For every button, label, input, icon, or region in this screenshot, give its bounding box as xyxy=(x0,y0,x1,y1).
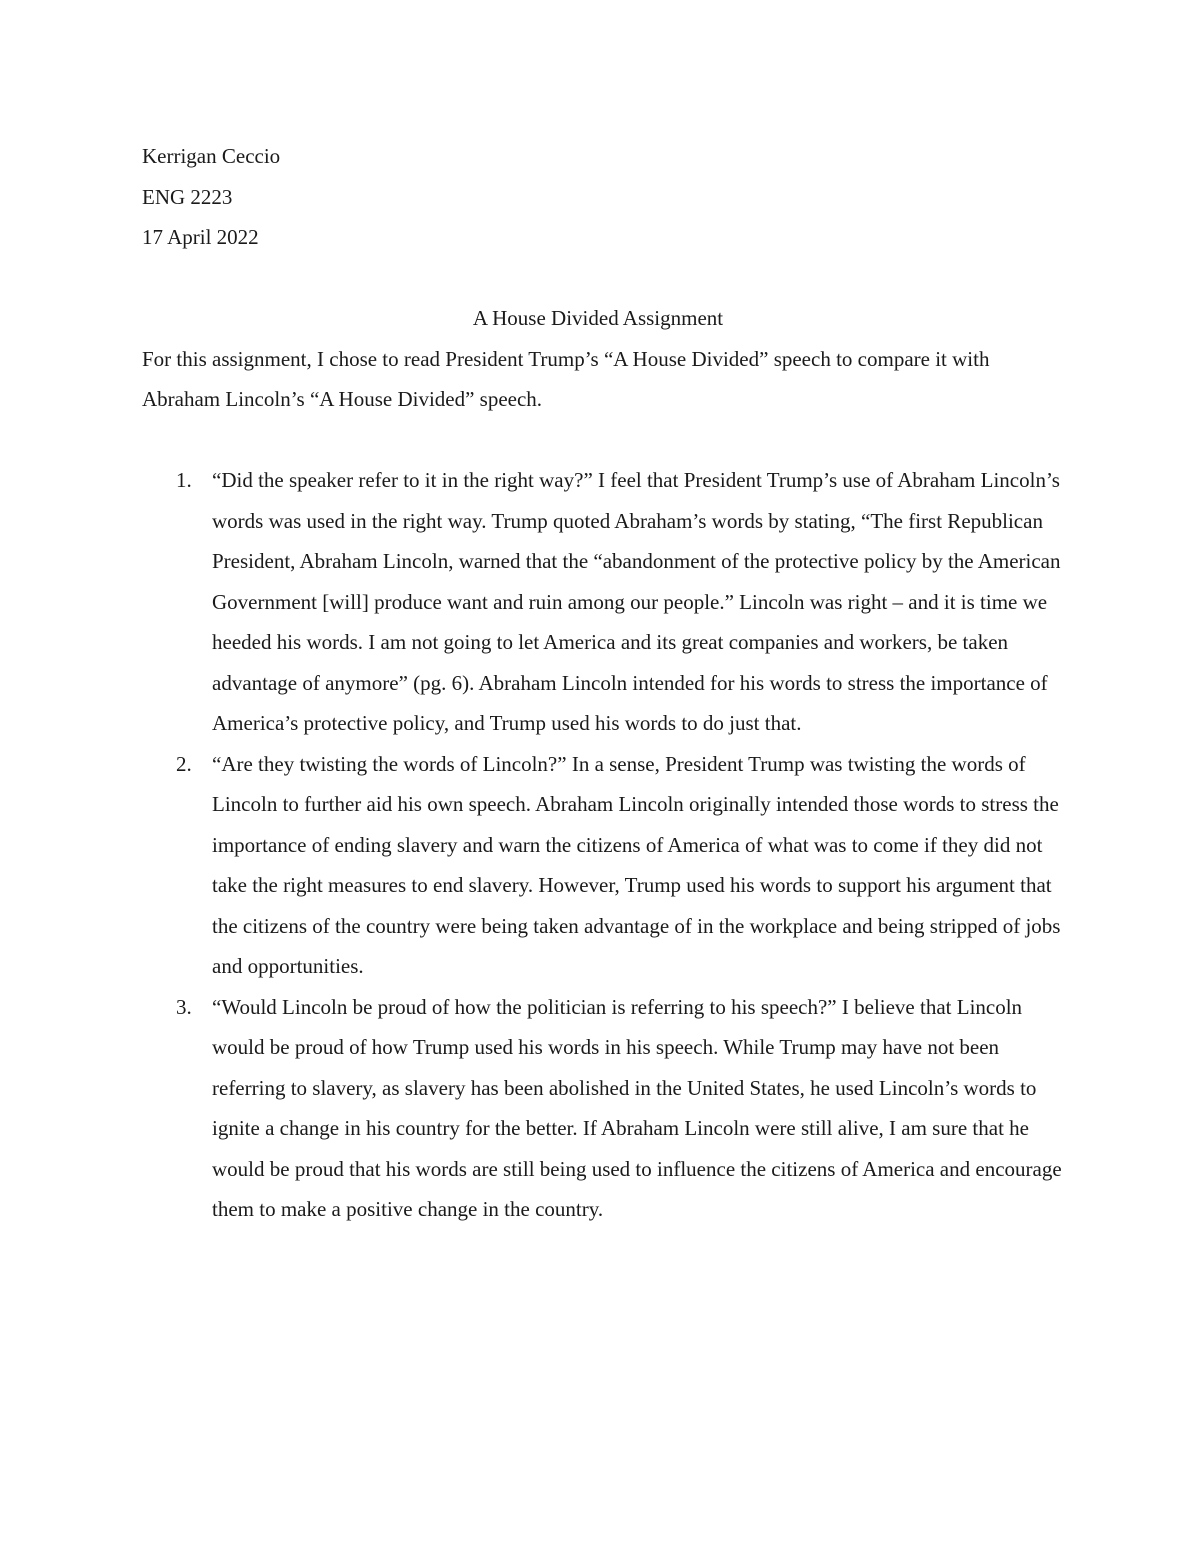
document-body xyxy=(142,136,1062,1230)
author-name: Kerrigan Ceccio xyxy=(142,144,281,168)
document-date: 17 April 2022 xyxy=(142,225,259,249)
list-item xyxy=(142,987,1062,1230)
document-title: A House Divided Assignment xyxy=(472,306,724,330)
list-item xyxy=(142,744,1062,987)
list-item-number: 2. xyxy=(176,751,192,776)
list-item xyxy=(142,460,1062,744)
intro-paragraph: For this assignment, I chose to read President Trump’s “A House Divided” speech to compare it with Abraham Lincoln’s “A House Divided” speech. xyxy=(142,346,990,411)
list-item-text: “Would Lincoln be proud of how the politician is referring to his speech?” I believe that Lincoln would be proud of how Trump used his words in his speech. While Trump may have not been referring to slavery, as slavery has been abolished in the United States, he used Lincoln’s words to ignite a change in his country for the better. If Abraham Lincoln were still alive, I am sure that he would be proud that his words are still being used to influence the citizens of America and encourage them to make a positive change in the country. xyxy=(212,994,1062,1221)
list-item-number: 3. xyxy=(176,994,192,1019)
list-item-number: 1. xyxy=(176,468,192,492)
question-list xyxy=(142,460,1062,1230)
list-item-text: “Did the speaker refer to it in the right way?” I feel that President Trump’s use of Abraham Lincoln’s words was used in the right way. Trump quoted Abraham’s words by stating, “The first Republican President, Abraham Lincoln, warned that the “abandonment of the protective policy by the American Government [will] produce want and ruin among our people.” Lincoln was right – and it is time we heeded his words. I am not going to let America and its great companies and workers, be taken advantage of anymore” (pg. 6). Abraham Lincoln intended for his words to stress the importance of America’s protective policy, and Trump used his words to do just that. xyxy=(212,468,1061,735)
intro-spacer xyxy=(142,420,1062,461)
course-code: ENG 2223 xyxy=(142,184,233,209)
list-item-text: “Are they twisting the words of Lincoln?” In a sense, President Trump was twisting the words of Lincoln to further aid his own speech. Abraham Lincoln originally intended those words to stress the importance of ending slavery and warn the citizens of America of what was to come if they did not take the right measures to end slavery. However, Trump used his words to support his argument that the citizens of the country were being taken advantage of in the workplace and being stripped of jobs and opportunities. xyxy=(212,751,1061,978)
header-spacer xyxy=(142,258,1062,299)
